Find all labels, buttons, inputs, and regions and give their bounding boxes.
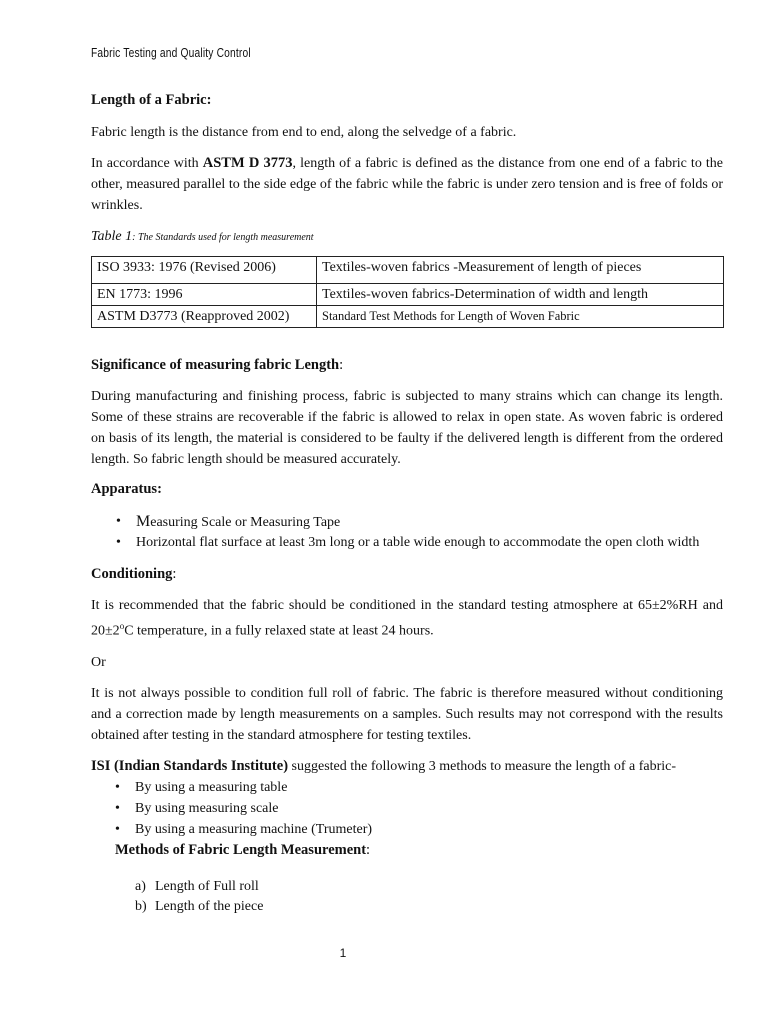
list-item bbox=[116, 512, 723, 533]
significance-heading-colon: : bbox=[339, 357, 344, 373]
methods-heading-text: Methods of Fabric Length Measurement bbox=[115, 841, 367, 858]
table-caption bbox=[91, 226, 723, 248]
running-header: Fabric Testing and Quality Control bbox=[91, 46, 251, 60]
list-marker: b) bbox=[135, 898, 147, 914]
isi-name: ISI (Indian Standards Institute) bbox=[91, 757, 289, 774]
bullet-icon: • bbox=[115, 779, 120, 795]
section-heading-length: Length of a Fabric: bbox=[91, 92, 212, 108]
bullet-icon: • bbox=[115, 821, 120, 837]
isi-text: suggested the following 3 methods to measure the length of a fabric- bbox=[288, 758, 677, 774]
table-cell-standard: ASTM D3773 (Reapproved 2002) bbox=[92, 306, 317, 328]
list-item bbox=[135, 877, 723, 897]
significance-heading-text: Significance of measuring fabric Length bbox=[91, 357, 340, 373]
astm-code: ASTM D 3773 bbox=[202, 155, 293, 171]
list-item bbox=[115, 819, 723, 840]
table-row bbox=[92, 284, 724, 306]
apparatus-list bbox=[91, 512, 723, 553]
conditioning-alt-paragraph: It is not always possible to condition full roll of fabric. The fabric is therefore measured without conditioning and a correction made by length measurements on a samples. Such results may not correspond with the results obtained after testing in the standard atmosphere for testing textiles. bbox=[91, 685, 723, 743]
paragraph-definition bbox=[91, 122, 723, 143]
method-item-text: Length of Full roll bbox=[155, 878, 259, 894]
astm-intro: In accordance with bbox=[91, 156, 203, 171]
method-text: By using a measuring table bbox=[135, 779, 288, 795]
conditioning-heading bbox=[91, 564, 723, 585]
list-item bbox=[115, 798, 723, 819]
conditioning-paragraph bbox=[91, 595, 723, 642]
method-text: By using measuring scale bbox=[135, 800, 279, 816]
table-row bbox=[92, 306, 724, 328]
standards-table bbox=[91, 256, 724, 328]
methods-heading-colon: : bbox=[366, 841, 371, 858]
apparatus-item-text: easuring Scale or Measuring Tape bbox=[150, 515, 341, 530]
significance-paragraph: During manufacturing and finishing process, fabric is subjected to many strains which can change its length. Some of these strains are recoverable if the fabric is allowed to relax in open state. As woven fabric is ordered on basis of its length, the material is considered to be faulty if the delivered length is different from the ordered length. So fabric length should be measured accurately. bbox=[91, 389, 723, 467]
page-content bbox=[91, 90, 723, 917]
methods-heading bbox=[115, 840, 723, 861]
page-number: 1 bbox=[339, 946, 347, 960]
list-item bbox=[116, 533, 723, 553]
method-item-text: Length of the piece bbox=[155, 898, 264, 914]
conditioning-text: It is recommended that the fabric should be conditioned in the standard testing atmosphere at 65±2%RH and 20±2 bbox=[91, 598, 723, 639]
bullet-icon: • bbox=[116, 535, 121, 550]
paragraph-astm bbox=[91, 153, 723, 216]
table-cell-title: Standard Test Methods for Length of Woven Fabric bbox=[317, 306, 724, 328]
caption-label: Table 1 bbox=[91, 229, 133, 244]
table-cell-standard: EN 1773: 1996 bbox=[92, 284, 317, 306]
table-cell-title: Textiles-woven fabrics-Determination of width and length bbox=[317, 284, 724, 306]
astm-definition: , length of a fabric is defined as the distance from one end of a fabric to the other, measured parallel to the side edge of the fabric while the fabric is under zero tension and is free of folds or wrinkles. bbox=[91, 156, 723, 213]
isi-paragraph bbox=[91, 756, 723, 777]
significance-heading bbox=[91, 355, 723, 376]
apparatus-heading: Apparatus: bbox=[91, 481, 162, 497]
caption-text: : The Standards used for length measurement bbox=[132, 232, 314, 243]
conditioning-text-end: C temperature, in a fully relaxed state at least 24 hours. bbox=[124, 623, 434, 639]
table-row bbox=[92, 257, 724, 284]
method-text: By using a measuring machine (Trumeter) bbox=[135, 821, 373, 837]
list-marker: a) bbox=[135, 878, 146, 894]
definition-text: Fabric length is the distance from end to end, along the selvedge of a fabric. bbox=[91, 125, 517, 140]
bullet-icon: • bbox=[116, 514, 121, 529]
list-item bbox=[135, 897, 723, 917]
degree-sup: o bbox=[119, 621, 125, 631]
conditioning-heading-text: Conditioning bbox=[91, 566, 173, 582]
bullet-icon: • bbox=[115, 800, 120, 816]
list-item bbox=[115, 777, 723, 798]
apparatus-item-text: Horizontal flat surface at least 3m long or a table wide enough to accommodate the open cloth width bbox=[136, 535, 700, 550]
conditioning-heading-colon: : bbox=[172, 566, 177, 582]
isi-methods-list bbox=[91, 777, 723, 840]
table-cell-standard: ISO 3933: 1976 (Revised 2006) bbox=[92, 257, 317, 284]
or-text: Or bbox=[91, 654, 106, 670]
table-cell-title: Textiles-woven fabrics -Measurement of length of pieces bbox=[317, 257, 724, 284]
apparatus-item-initial: M bbox=[136, 513, 151, 530]
methods-list bbox=[91, 877, 723, 917]
